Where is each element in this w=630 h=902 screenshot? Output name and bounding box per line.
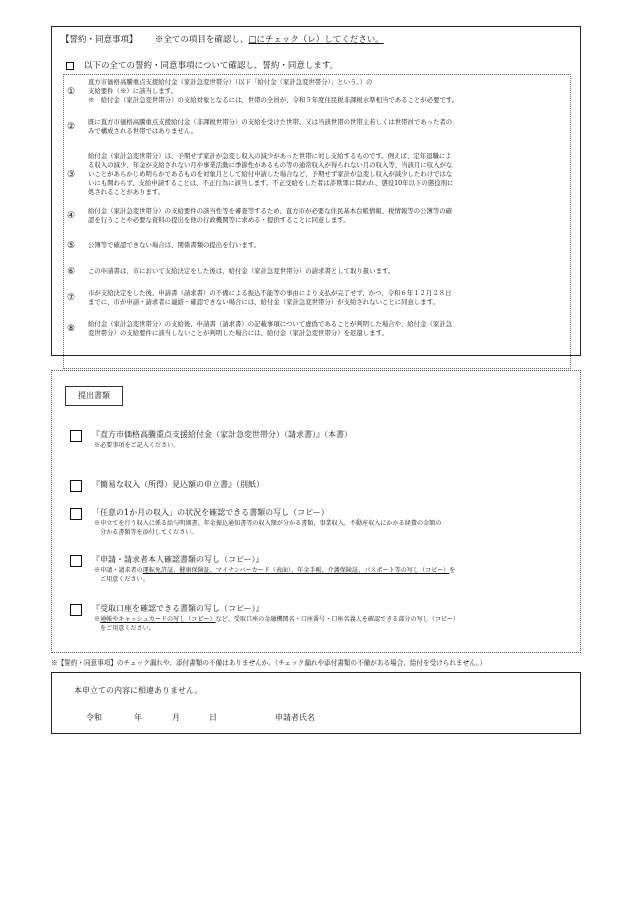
era-label: 令和 <box>86 713 102 722</box>
agree-statement: 以下の全ての誓約・同意事項について確認し、誓約・同意します。 <box>84 61 339 71</box>
item-line: いことがあらかじめ明らかであるものを対象月として給付申請した場合など、予期せず家計が急変し収入が減少したわけではな <box>88 170 453 178</box>
agree-row <box>66 59 338 71</box>
note-line: 分かる書類等を添付してください。 <box>100 529 198 536</box>
documents-heading: 提出書類 <box>65 386 123 406</box>
document-title: 『簡易な収入（所得）見込額の申立書』（別紙） <box>92 480 264 489</box>
item-number: ② <box>67 122 76 132</box>
document-title: 『受取口座を確認できる書類の写し（コピー）』 <box>92 604 264 613</box>
note-prefix: ※申請・請求者の <box>94 567 143 574</box>
pledge-instruction: ※全ての項目を確認し、 <box>154 35 249 45</box>
checklist-footnote: ※【誓約・同意事項】のチェック漏れや、添付書類の不備はありませんか。（チェック漏れや添付書類の不備がある場合、給付を受けられません。） <box>51 659 487 667</box>
item-text <box>88 118 563 136</box>
note-suffix: を <box>449 567 456 574</box>
note-underlined: 通帳やキャッシュカードの写し（コピー） <box>100 616 216 623</box>
document-title: 『直方市価格高騰重点支援給付金（家計急変世帯分）（請求書）』（本書） <box>92 430 352 439</box>
item-text <box>88 267 563 276</box>
note-line <box>94 615 580 624</box>
pledge-section <box>51 26 581 356</box>
item-number: ① <box>67 87 76 97</box>
item-line: ※ 給付金（家計急変世帯分）の支給対象となるには、世帯の全員が、令和５年度住民税非課税水準相当であることが必要です。 <box>88 96 459 104</box>
document-title: 『申請・請求者本人確認書類の写し（コピー）』 <box>92 555 264 564</box>
document-note <box>94 566 580 584</box>
document-title: 「任意の1か月の収入」の状況を確認できる書類の写し（コピー） <box>92 508 329 517</box>
note-suffix: など、受取口座の金融機関名・口座番号・口座名義人を確認できる部分の写し（コピー） <box>215 616 460 623</box>
item-line: 給付金（家計急変世帯分）は、予期せず家計が急変し収入の減少があった世帯に対し支給するものです。例えば、定年退職によ <box>88 152 452 160</box>
item-line: 処されることがあります。 <box>88 188 165 196</box>
note-line <box>94 566 580 575</box>
item-text <box>88 320 563 338</box>
item-number: ⑦ <box>67 293 76 303</box>
item-number: ⑤ <box>67 241 76 251</box>
document-note <box>94 615 580 633</box>
item-line: 変世帯分）の支給要件に該当しないことが判明した場合には、給付金（家計急変世帯分）を返還します。 <box>88 329 388 337</box>
note-line: をご用意ください。 <box>100 625 155 632</box>
item-line: 給付金（家計急変世帯分）の支給後、申請書（請求書）の記載事項について虚偽であることが判明した場合や、給付金（家計急 <box>88 320 453 328</box>
month-label: 月 <box>172 713 180 722</box>
document-checkbox[interactable] <box>70 555 82 567</box>
item-text <box>88 78 563 105</box>
item-number: ③ <box>67 170 76 180</box>
documents-section <box>51 370 581 653</box>
item-line: この申請書は、市において支給決定をした後は、給付金（家計急変世帯分）の請求書として取り扱います。 <box>88 267 395 275</box>
item-number: ⑧ <box>67 324 76 334</box>
item-line: 支給要件（※）に該当します。 <box>88 87 177 95</box>
note-prefix: ※ <box>94 616 101 623</box>
document-checkbox[interactable] <box>70 480 82 492</box>
agree-checkbox[interactable] <box>66 62 74 70</box>
item-line: る収入の減少、年金が支給されない月や事業活動に季節性があるもの等の通常収入が得られない月の収入等、当該月に収入がな <box>88 161 453 169</box>
item-line: いにも関わらず、支給申請することは、不正行為に該当します。不正受給をした者は詐欺罪に問われ、懲役10年以下の懲役刑に <box>88 179 454 187</box>
document-note <box>94 441 580 450</box>
item-number: ④ <box>67 211 76 221</box>
document-checkbox[interactable] <box>70 508 82 520</box>
pledge-heading: 【誓約・同意事項】 <box>61 35 138 45</box>
pledge-instruction-underlined: □にチェック（レ）してください。 <box>248 35 384 45</box>
applicant-name-label: 申請者氏名 <box>275 713 315 722</box>
note-underlined: 運転免許証、健康保険証、マイナンバーカード（表面）、年金手帳、介護保険証、パスポート等の写し（コピー） <box>142 567 450 574</box>
note-line: ※必要事項をご記入ください。 <box>94 442 180 449</box>
day-label: 日 <box>209 713 217 722</box>
document-checkbox[interactable] <box>70 430 82 442</box>
item-text <box>88 152 563 197</box>
item-number: ⑥ <box>67 267 76 277</box>
year-label: 年 <box>134 713 142 722</box>
item-text <box>88 241 563 250</box>
document-checkbox[interactable] <box>70 604 82 616</box>
item-line: 既に直方市価格高騰重点支援給付金（非課税世帯分）の支給を受けた世帯、又は当該世帯の世帯主若しくは世帯員であった者の <box>88 118 453 126</box>
item-line: 公簿等で確認できない場合は、関係書類の提出を行います。 <box>88 241 261 249</box>
note-line: ※申立てを行う収入に係る給与明細書、年金振込通知書等の収入額が分かる書類、事業収入、不動産収入にかかる経費の金額の <box>94 520 442 527</box>
document-note <box>94 519 580 537</box>
declaration-statement: 本申立ての内容に相違ありません。 <box>74 686 203 695</box>
pledge-heading-row <box>61 33 384 45</box>
item-line: 給付金（家計急変世帯分）の支給要件の該当性等を審査等するため、直方市が必要な住民基本台帳情報、税情報等の公簿等の確 <box>88 207 453 215</box>
item-line: 認を行うことや必要な資料の提出を他の行政機関等に求める・提供することに同意します。 <box>88 216 350 224</box>
item-line: 直方市価格高騰重点支援給付金（家計急変世帯分）（以下「給付金（家計急変世帯分）」という。）の <box>88 78 373 86</box>
item-line: までに、市が申請・請求者に連絡・確認できない場合には、給付金（家計急変世帯分）が支給されないことに同意します。 <box>88 298 439 306</box>
pledge-items <box>63 74 571 369</box>
signature-section <box>51 672 581 734</box>
item-line: 市が支給決定をした後、申請書（請求書）の不備による振込不能等の事由により支払が完了せず、かつ、令和６年１２月２８日 <box>88 289 452 297</box>
note-line: ご用意ください。 <box>100 576 149 583</box>
item-text <box>88 289 563 307</box>
item-line: みで構成される世帯ではありません。 <box>88 127 198 135</box>
item-text <box>88 207 563 225</box>
